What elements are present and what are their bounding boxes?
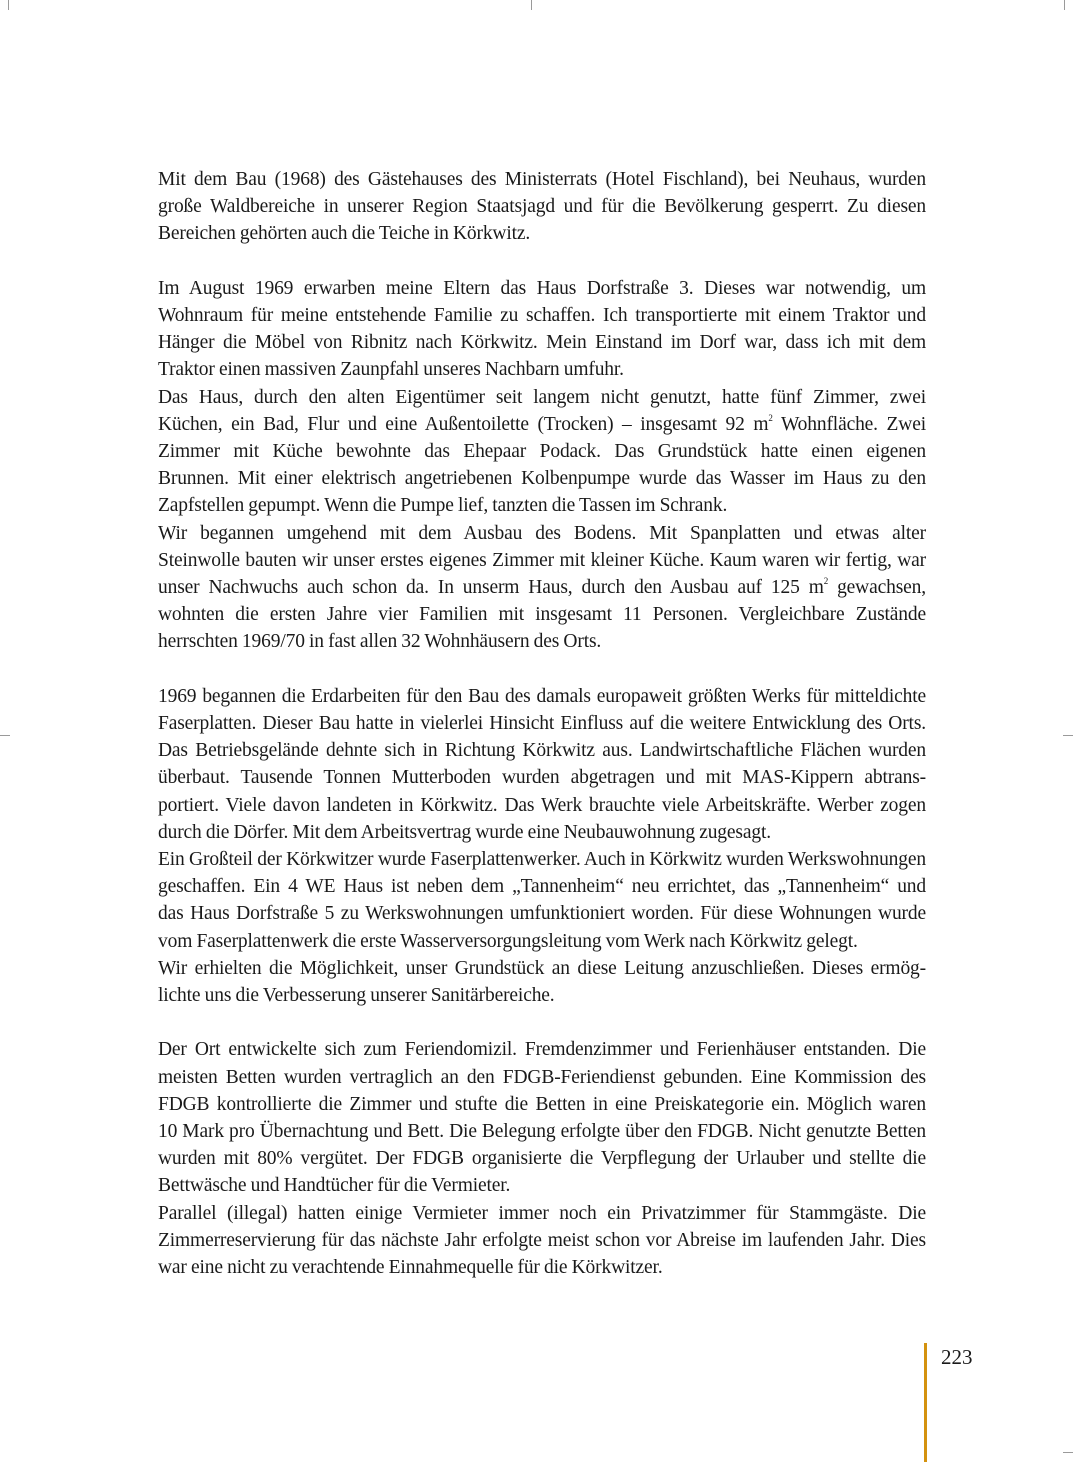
text-line: wurden mit 80% vergütet. Der FDGB organisierte die Verpflegung der Urlauber und stellte die [158, 1148, 926, 1170]
text-line: Steinwolle bauten wir unser erstes eigenes Zimmer mit kleiner Küche. Kaum waren wir fertig, war [158, 549, 926, 571]
text-line [158, 574, 926, 601]
text-line: war eine nicht zu verachtende Einnahmequelle für die Körkwitzer. [158, 1257, 663, 1279]
text-line: herrschten 1969/70 in fast allen 32 Wohnhäusern des Orts. [158, 631, 602, 653]
page-accent-bar [924, 1343, 927, 1462]
text-line: lichte uns die Verbesserung unserer Sanitärbereiche. [158, 985, 555, 1007]
text-line: durch die Dörfer. Mit dem Arbeitsvertrag wurde eine Neubauwohnung zugesagt. [158, 821, 771, 843]
text-line: große Waldbereiche in unserer Region Staatsjagd und für die Bevölkerung gesperrt. Zu diesen [158, 196, 926, 218]
crop-mark-left-middle [0, 735, 10, 736]
text-segment: unser Nachwuchs auch schon da. In unserm Haus, durch den Ausbau auf 125 m [158, 577, 824, 599]
text-line: FDGB kontrollierte die Zimmer und stufte die Betten in eine Preiskategorie ein. Möglich waren [158, 1093, 926, 1115]
text-line: Der Ort entwickelte sich zum Feriendomizil. Fremdenzimmer und Ferienhäuser entstanden. Die [158, 1039, 926, 1061]
text-line: Hänger die Möbel von Ribnitz nach Körkwitz. Mein Einstand im Dorf war, dass ich mit dem [158, 332, 926, 354]
text-line: Zapfstellen gepumpt. Wenn die Pumpe lief, tanzten die Tassen im Schrank. [158, 495, 728, 517]
paragraph [158, 166, 926, 248]
paragraph [158, 1036, 926, 1199]
superscript: 2 [768, 412, 773, 423]
page-number: 223 [941, 1345, 973, 1369]
text-line: Faserplatten. Dieser Bau hatte in vielerlei Hinsicht Einfluss auf die weitere Entwicklung des Orts. [158, 713, 926, 735]
text-line: Bettwäsche und Handtücher für die Vermieter. [158, 1175, 511, 1197]
text-line: 1969 begannen die Erdarbeiten für den Bau des damals europaweit größten Werks für mitteldichte [158, 685, 926, 707]
paragraph [158, 1200, 926, 1282]
text-line: meisten Betten wurden vertraglich an den FDGB-Feriendienst gebunden. Eine Kommission des [158, 1066, 926, 1088]
text-line: Bereichen gehörten auch die Teiche in Körkwitz. [158, 223, 531, 245]
text-segment: Küchen, ein Bad, Flur und eine Außentoilette (Trocken) – insgesamt 92 m [158, 413, 769, 435]
text-line: geschaffen. Ein 4 WE Haus ist neben dem „Tannenheim“ neu errichtet, das „Tannenheim“ und [158, 876, 926, 898]
text-line: Wir erhielten die Möglichkeit, unser Grundstück an diese Leitung anzuschließen. Dieses ermög- [158, 957, 926, 979]
body-text [158, 166, 926, 1281]
paragraph [158, 846, 926, 955]
text-segment: Wohnfläche. Zwei [772, 413, 926, 435]
text-line: Parallel (illegal) hatten einige Vermieter immer noch ein Privatzimmer für Stammgäste. Die [158, 1202, 926, 1224]
paragraph [158, 955, 926, 1009]
text-line: Das Betriebsgelände dehnte sich in Richtung Körkwitz aus. Landwirtschaftliche Flächen wurden [158, 740, 926, 762]
text-line: Mit dem Bau (1968) des Gästehauses des Ministerrats (Hotel Fischland), bei Neuhaus, wurden [158, 169, 926, 190]
crop-mark-right-middle [1063, 735, 1073, 736]
text-line: vom Faserplattenwerk die erste Wasserversorgungsleitung vom Werk nach Körkwitz gelegt. [158, 930, 858, 952]
text-line: das Haus Dorfstraße 5 zu Werkswohnungen umfunktioniert worden. Für diese Wohnungen wurde [158, 903, 926, 925]
text-line: Traktor einen massiven Zaunpfahl unseres Nachbarn umfuhr. [158, 359, 624, 381]
text-line: 10 Mark pro Übernachtung und Bett. Die Belegung erfolgte über den FDGB. Nicht genutzte Betten [158, 1121, 926, 1143]
text-line: Wohnraum für meine entstehende Familie zu schaffen. Ich transportierte mit einem Traktor und [158, 305, 926, 326]
superscript: 2 [823, 576, 829, 587]
paragraph [158, 683, 926, 846]
text-line: Wir begannen umgehend mit dem Ausbau des Bodens. Mit Spanplatten und etwas alter [158, 522, 926, 544]
text-line [158, 411, 926, 438]
crop-mark-top-left [8, 0, 9, 10]
text-line: wohnten die ersten Jahre vier Familien mit insgesamt 11 Personen. Vergleichbare Zustände [158, 604, 926, 626]
text-line: Das Haus, durch den alten Eigentümer seit langem nicht genutzt, hatte fünf Zimmer, zwei [158, 386, 926, 408]
paragraph [158, 520, 926, 656]
text-line: Ein Großteil der Körkwitzer wurde Faserplattenwerker. Auch in Körkwitz wurden Werkswohnungen [158, 849, 926, 871]
paragraph [158, 275, 926, 384]
text-line: portiert. Viele davon landeten in Körkwitz. Das Werk brauchte viele Arbeitskräfte. Werber zogen [158, 794, 926, 816]
text-line: Zimmer mit Küche bewohnte das Ehepaar Podack. Das Grundstück hatte einen eigenen [158, 441, 926, 463]
crop-mark-top-right [1064, 0, 1065, 10]
text-line: Brunnen. Mit einer elektrisch angetriebenen Kolbenpumpe wurde das Wasser im Haus zu den [158, 468, 926, 490]
paragraph [158, 384, 926, 520]
text-line: überbaut. Tausende Tonnen Mutterboden wurden abgetragen und mit MAS-Kippern abtrans- [158, 767, 926, 789]
text-line: Im August 1969 erwarben meine Eltern das Haus Dorfstraße 3. Dieses war notwendig, um [158, 277, 926, 299]
text-segment: gewachsen, [828, 577, 926, 599]
crop-mark-bottom-right [1063, 1452, 1073, 1453]
text-line: Zimmerreservierung für das nächste Jahr erfolgte meist schon vor Abreise im laufenden Jahr. Dies [158, 1229, 926, 1251]
crop-mark-top-center [531, 0, 532, 10]
